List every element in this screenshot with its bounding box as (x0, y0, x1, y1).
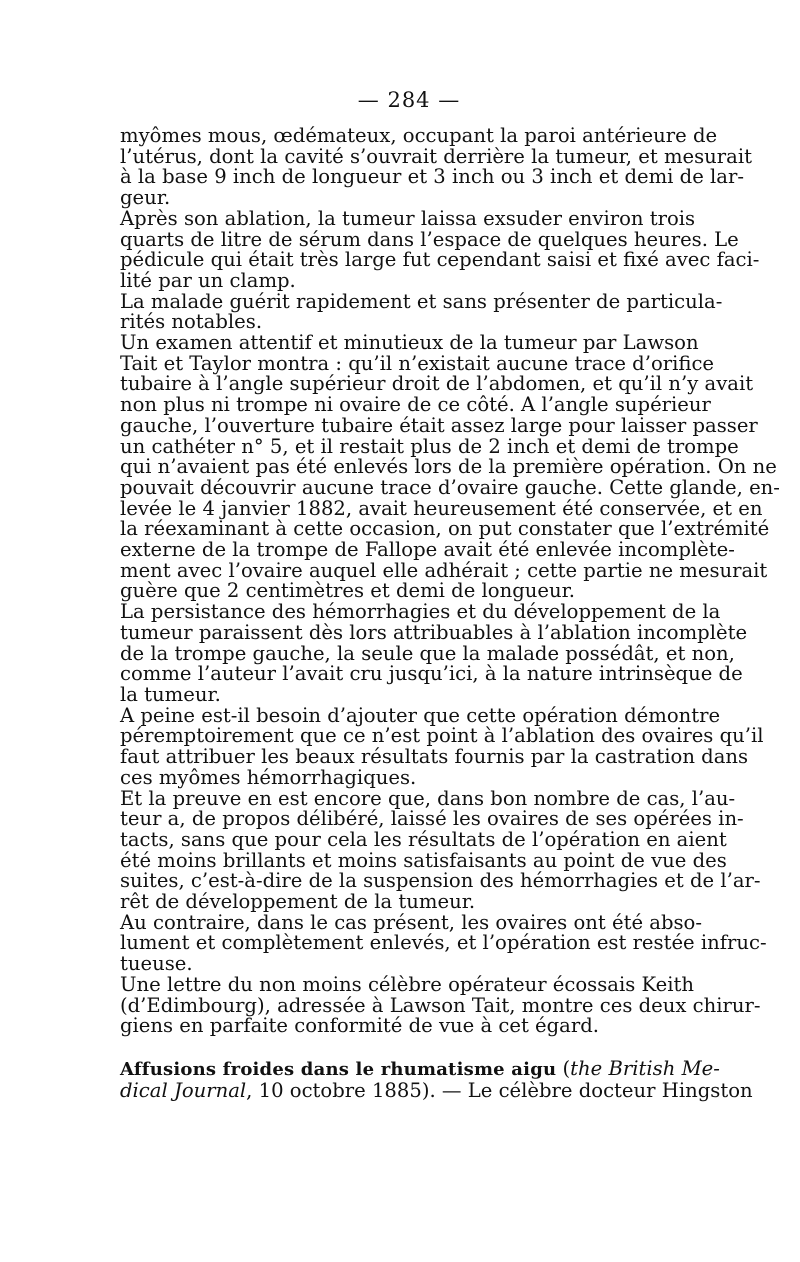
book-page (120, 88, 780, 1102)
text-line: un cathéter n° 5, et il restait plus de 2 inch et demi de trompe (120, 434, 739, 458)
text-line: la tumeur. (120, 682, 221, 706)
text-line: myômes mous, œdémateux, occupant la paroi antérieure de (120, 124, 718, 147)
paragraph (120, 972, 761, 1038)
text-line: l’utérus, dont la cavité s’ouvrait derrière la tumeur, et mesurait (120, 144, 752, 168)
text-line: Et la preuve en est encore que, dans bon nombre de cas, l’au- (120, 786, 736, 810)
text-line: Une lettre du non moins célèbre opérateur écossais Keith (120, 972, 694, 996)
section-line-2 (120, 1078, 753, 1102)
section-line-2-rest: , 10 octobre 1885). — Le célèbre docteur Hingston (246, 1078, 753, 1102)
text-line: lité par un clamp. (120, 268, 296, 292)
text-line: la réexaminant à cette occasion, on put constater que l’extrémité (120, 517, 770, 541)
paragraph (120, 206, 760, 292)
paragraph (120, 786, 761, 914)
text-line: lument et complètement enlevés, et l’opération est restée infruc- (120, 931, 767, 955)
text-line: tumeur paraissent dès lors attribuables à l’ablation incomplète (120, 620, 748, 644)
text-line: La persistance des hémorrhagies et du développement de la (120, 600, 721, 624)
text-line: geur. (120, 186, 171, 210)
text-line: externe de la trompe de Fallope avait été enlevée incomplète- (120, 538, 735, 562)
text-line: ment avec l’ovaire auquel elle adhérait ; cette partie ne mesurait (120, 558, 768, 582)
text-line: rêt de développement de la tumeur. (120, 890, 476, 914)
text-line: à la base 9 inch de longueur et 3 inch ou 3 inch et demi de lar- (120, 165, 744, 189)
section-affusions (120, 1056, 753, 1102)
text-line: pouvait découvrir aucune trace d’ovaire gauche. Cette glande, en- (120, 475, 780, 499)
section-source-open: ( (562, 1056, 571, 1080)
text-line: de la trompe gauche, la seule que la malade possédât, et non, (120, 641, 735, 665)
text-line: giens en parfaite conformité de vue à cet égard. (120, 1014, 600, 1038)
text-line: gauche, l’ouverture tubaire était assez large pour laisser passer (120, 413, 758, 437)
text-line: tubaire à l’angle supérieur droit de l’abdomen, et qu’il n’y avait (120, 372, 754, 396)
text-line: teur a, de propos délibéré, laissé les ovaires de ses opérées in- (120, 807, 744, 831)
text-line: Tait et Taylor montra : qu’il n’existait aucune trace d’orifice (120, 351, 715, 375)
text-line: tacts, sans que pour cela les résultats de l’opération en aient (120, 827, 727, 851)
text-line: (d’Edimbourg), adressée à Lawson Tait, montre ces deux chirur- (120, 993, 761, 1017)
paragraph (120, 910, 767, 976)
page-number: — 284 — (357, 88, 461, 112)
text-line: comme l’auteur l’avait cru jusqu’ici, à la nature intrinsèque de (120, 662, 743, 686)
paragraph (120, 289, 723, 334)
text-line: été moins brillants et moins satisfaisants au point de vue des (120, 848, 727, 872)
text-line: A peine est-il besoin d’ajouter que cette opération démontre (120, 703, 721, 727)
text-line: péremptoirement que ce n’est point à l’ablation des ovaires qu’il (120, 724, 764, 748)
text-line: pédicule qui était très large fut cependant saisi et fixé avec faci- (120, 248, 760, 272)
text-line: faut attribuer les beaux résultats fournis par la castration dans (120, 745, 749, 769)
paragraph (120, 331, 780, 603)
section-source-journal-1: the British Me- (570, 1056, 720, 1080)
text-line: rités notables. (120, 310, 263, 334)
text-line: suites, c’est-à-dire de la suspension des hémorrhagies et de l’ar- (120, 869, 761, 893)
text-line: guère que 2 centimètres et demi de longueur. (120, 579, 576, 603)
text-line: non plus ni trompe ni ovaire de ce côté. A l’angle supérieur (120, 393, 711, 417)
section-title: Affusions froides dans le rhumatisme aigu (120, 1058, 557, 1080)
text-line: tueuse. (120, 952, 193, 976)
text-line: Un examen attentif et minutieux de la tumeur par Lawson (120, 331, 699, 355)
text-line: Après son ablation, la tumeur laissa exsuder environ trois (120, 206, 696, 230)
body-text (120, 124, 780, 1038)
text-line: La malade guérit rapidement et sans présenter de particula- (120, 289, 723, 313)
paragraph (120, 703, 764, 789)
section-source-journal-2: dical Journal (120, 1078, 247, 1102)
section-line-1 (120, 1056, 720, 1081)
paragraph (120, 600, 748, 706)
text-line: qui n’avaient pas été enlevés lors de la première opération. On ne (120, 455, 777, 479)
text-line: ces myômes hémorrhagiques. (120, 765, 417, 789)
text-line: levée le 4 janvier 1882, avait heureusement été conservée, et en (120, 496, 763, 520)
paragraph (120, 124, 752, 210)
text-line: Au contraire, dans le cas présent, les ovaires ont été abso- (120, 910, 702, 934)
text-line: quarts de litre de sérum dans l’espace de quelques heures. Le (120, 227, 739, 251)
